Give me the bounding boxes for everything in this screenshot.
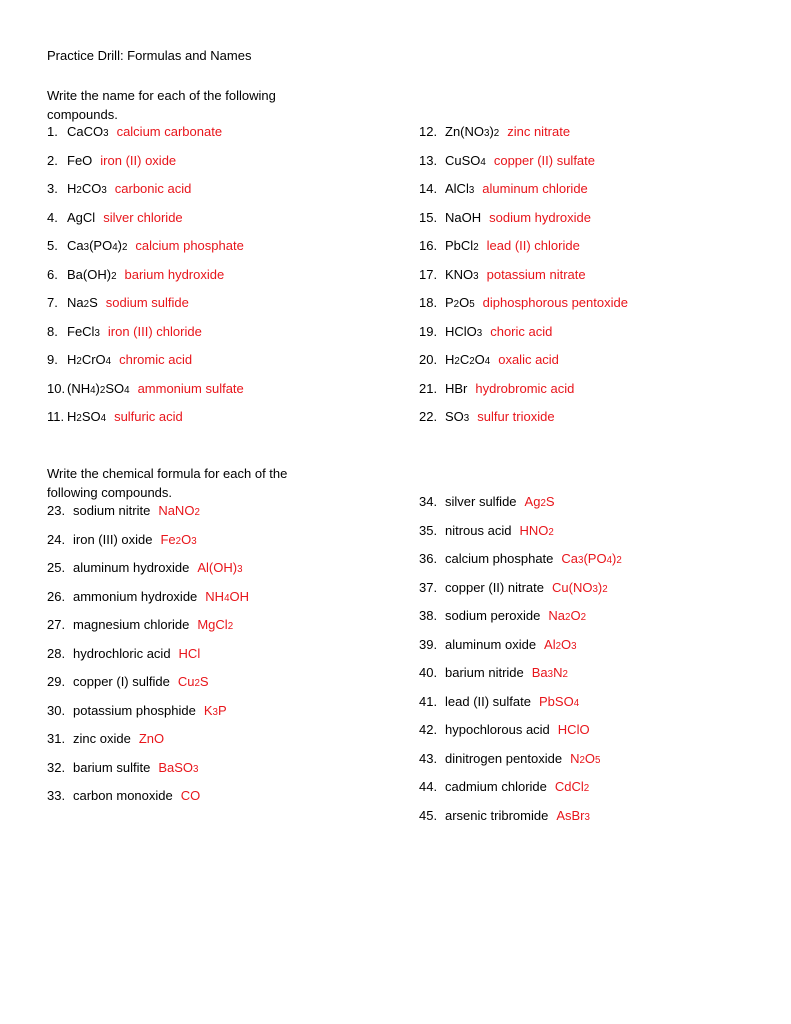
item-question: barium nitride (445, 665, 524, 680)
question-item (47, 208, 244, 237)
item-answer: calcium phosphate (135, 238, 244, 253)
item-question: sodium peroxide (445, 608, 541, 623)
item-number: 21. (419, 380, 438, 396)
item-number: 37. (419, 579, 438, 595)
item-answer: BaSO3 (158, 759, 199, 775)
question-item (47, 644, 249, 673)
item-question: calcium phosphate (445, 551, 554, 566)
item-question: AgCl (67, 209, 96, 225)
question-item (47, 501, 249, 530)
question-item (419, 635, 622, 664)
item-question: hydrochloric acid (73, 645, 171, 661)
item-answer: NaNO2 (158, 503, 200, 518)
question-item (419, 663, 622, 692)
item-number: 31. (47, 731, 66, 746)
item-number: 41. (419, 693, 438, 709)
item-answer: CdCl2 (554, 779, 590, 794)
item-answer: choric acid (490, 323, 553, 339)
question-item (419, 521, 622, 550)
item-number: 16. (419, 238, 438, 253)
item-question: copper (I) sulfide (73, 674, 170, 689)
question-item (47, 122, 244, 151)
section2-instructions: Write the chemical formula for each of the following compounds. (47, 466, 288, 500)
question-item (47, 151, 244, 180)
question-item (419, 720, 622, 749)
question-item (419, 236, 628, 265)
question-item (47, 729, 249, 758)
item-question: aluminum oxide (445, 636, 537, 652)
item-number: 10. (47, 380, 66, 396)
item-answer: Cu(NO3)2 (552, 579, 608, 595)
question-item (419, 777, 622, 806)
item-answer: Na2O2 (548, 608, 587, 623)
item-question: Zn(NO3)2 (445, 124, 500, 139)
item-number: 8. (47, 323, 58, 339)
item-question: zinc oxide (73, 731, 131, 746)
item-question: dinitrogen pentoxide (445, 750, 563, 766)
section1-instructions: Write the name for each of the following compounds. (47, 88, 276, 122)
item-question: CaCO3 (67, 124, 109, 139)
question-item (419, 749, 622, 778)
item-number: 35. (419, 522, 438, 538)
question-item (47, 293, 244, 322)
question-item (47, 758, 249, 787)
item-question: P2O5 (445, 295, 475, 310)
question-item (419, 265, 628, 294)
item-question: barium sulfite (73, 759, 151, 775)
item-question: lead (II) sulfate (445, 693, 531, 709)
question-item (419, 692, 622, 721)
item-question: HClO3 (445, 323, 483, 339)
item-number: 13. (419, 152, 438, 168)
question-item (47, 672, 249, 701)
question-item (419, 122, 628, 151)
item-answer: sodium hydroxide (489, 209, 592, 225)
item-question: FeCl3 (67, 323, 100, 339)
item-question: SO3 (445, 409, 470, 424)
item-question: silver sulfide (445, 494, 517, 509)
item-number: 14. (419, 181, 438, 196)
item-answer: HClO (557, 722, 590, 737)
item-answer: aluminum chloride (482, 181, 588, 196)
item-question: cadmium chloride (445, 779, 547, 794)
question-item (47, 322, 244, 351)
item-answer: hydrobromic acid (475, 380, 575, 396)
item-question: aluminum hydroxide (73, 560, 190, 575)
item-number: 45. (419, 807, 438, 823)
item-question: H2CO3 (67, 181, 107, 196)
item-answer: ammonium sulfate (137, 380, 244, 396)
question-item (419, 606, 622, 635)
item-answer: MgCl2 (197, 617, 234, 632)
item-answer: diphosphorous pentoxide (482, 295, 628, 310)
item-question: Ba(OH)2 (67, 266, 117, 282)
item-answer: NH4OH (205, 588, 249, 604)
section2-left-list (47, 501, 249, 815)
item-number: 22. (419, 409, 438, 424)
item-number: 43. (419, 750, 438, 766)
question-item (419, 179, 628, 208)
item-answer: carbonic acid (114, 181, 192, 196)
question-item (419, 208, 628, 237)
question-item (47, 265, 244, 294)
item-answer: Ag2S (524, 494, 555, 509)
item-question: magnesium chloride (73, 617, 190, 632)
question-item (419, 151, 628, 180)
item-answer: iron (III) chloride (107, 323, 202, 339)
item-answer: sulfur trioxide (477, 409, 555, 424)
item-answer: Ba3N2 (531, 665, 568, 680)
item-answer: Ca3(PO4)2 (561, 551, 622, 566)
item-question: PbCl2 (445, 238, 479, 253)
item-number: 24. (47, 531, 66, 547)
item-answer: HNO2 (519, 522, 554, 538)
question-item (419, 379, 628, 408)
item-answer: copper (II) sulfate (493, 152, 595, 168)
item-question: FeO (67, 152, 93, 168)
item-answer: oxalic acid (498, 352, 559, 367)
question-item (47, 236, 244, 265)
item-answer: lead (II) chloride (486, 238, 580, 253)
item-question: NaOH (445, 209, 482, 225)
item-answer: chromic acid (119, 352, 193, 367)
item-answer: Al(OH)3 (197, 560, 243, 575)
question-item (419, 350, 628, 379)
question-item (47, 558, 249, 587)
item-question: carbon monoxide (73, 788, 173, 803)
item-number: 28. (47, 645, 66, 661)
item-number: 44. (419, 779, 438, 794)
section2-right-list (419, 492, 622, 834)
item-number: 6. (47, 266, 58, 282)
item-question: AlCl3 (445, 181, 475, 196)
question-item (419, 407, 628, 436)
question-item (419, 322, 628, 351)
question-item (47, 179, 244, 208)
item-number: 15. (419, 209, 438, 225)
item-number: 32. (47, 759, 66, 775)
item-answer: N2O5 (570, 750, 601, 766)
item-number: 9. (47, 352, 58, 367)
item-number: 4. (47, 209, 58, 225)
question-item (419, 293, 628, 322)
question-item (47, 350, 244, 379)
item-number: 25. (47, 560, 66, 575)
item-number: 36. (419, 551, 438, 566)
item-number: 18. (419, 295, 438, 310)
item-answer: silver chloride (103, 209, 183, 225)
question-item (419, 492, 622, 521)
item-answer: calcium carbonate (116, 124, 223, 139)
item-answer: CO (180, 788, 201, 803)
item-number: 17. (419, 266, 438, 282)
item-question: Ca3(PO4)2 (67, 238, 128, 253)
page-title: Practice Drill: Formulas and Names (47, 48, 252, 63)
item-question: CuSO4 (445, 152, 486, 168)
item-answer: sulfuric acid (114, 409, 183, 424)
item-number: 11. (47, 409, 65, 424)
item-number: 33. (47, 788, 66, 803)
item-answer: barium hydroxide (124, 266, 225, 282)
item-number: 23. (47, 503, 66, 518)
item-number: 30. (47, 702, 66, 718)
question-item (419, 578, 622, 607)
item-answer: HCl (178, 645, 201, 661)
item-question: iron (III) oxide (73, 531, 153, 547)
item-question: Na2S (67, 295, 98, 310)
question-item (47, 379, 244, 408)
item-answer: ZnO (138, 731, 165, 746)
item-answer: K3P (203, 702, 227, 718)
item-answer: PbSO4 (539, 693, 580, 709)
item-number: 7. (47, 295, 58, 310)
item-question: KNO3 (445, 266, 479, 282)
item-answer: Al2O3 (544, 636, 577, 652)
item-answer: sodium sulfide (105, 295, 189, 310)
question-item (47, 786, 249, 815)
item-question: nitrous acid (445, 522, 512, 538)
item-number: 27. (47, 617, 66, 632)
item-question: ammonium hydroxide (73, 588, 198, 604)
item-number: 2. (47, 152, 58, 168)
item-number: 19. (419, 323, 438, 339)
item-number: 12. (419, 124, 438, 139)
item-number: 3. (47, 181, 58, 196)
item-question: (NH4)2SO4 (67, 380, 130, 396)
item-number: 34. (419, 494, 438, 509)
item-number: 1. (47, 124, 58, 139)
item-question: potassium phosphide (73, 702, 196, 718)
item-question: copper (II) nitrate (445, 579, 544, 595)
item-answer: iron (II) oxide (100, 152, 177, 168)
item-question: arsenic tribromide (445, 807, 549, 823)
item-answer: zinc nitrate (507, 124, 571, 139)
question-item (47, 587, 249, 616)
item-answer: AsBr3 (556, 807, 590, 823)
question-item (47, 615, 249, 644)
item-question: HBr (445, 380, 468, 396)
question-item (47, 407, 244, 436)
item-number: 42. (419, 722, 438, 737)
item-number: 26. (47, 588, 66, 604)
item-number: 5. (47, 238, 58, 253)
item-number: 29. (47, 674, 66, 689)
item-number: 20. (419, 352, 438, 367)
item-number: 40. (419, 665, 438, 680)
question-item (419, 806, 622, 835)
item-question: hypochlorous acid (445, 722, 550, 737)
question-item (47, 701, 249, 730)
item-question: sodium nitrite (73, 503, 151, 518)
item-answer: Fe2O3 (160, 531, 197, 547)
question-item (47, 530, 249, 559)
question-item (419, 549, 622, 578)
item-question: H2SO4 (67, 409, 107, 424)
section1-left-list (47, 122, 244, 436)
section1-right-list (419, 122, 628, 436)
item-answer: Cu2S (177, 674, 209, 689)
item-question: H2CrO4 (67, 352, 112, 367)
item-number: 38. (419, 608, 438, 623)
item-answer: potassium nitrate (486, 266, 586, 282)
item-number: 39. (419, 636, 438, 652)
item-question: H2C2O4 (445, 352, 491, 367)
